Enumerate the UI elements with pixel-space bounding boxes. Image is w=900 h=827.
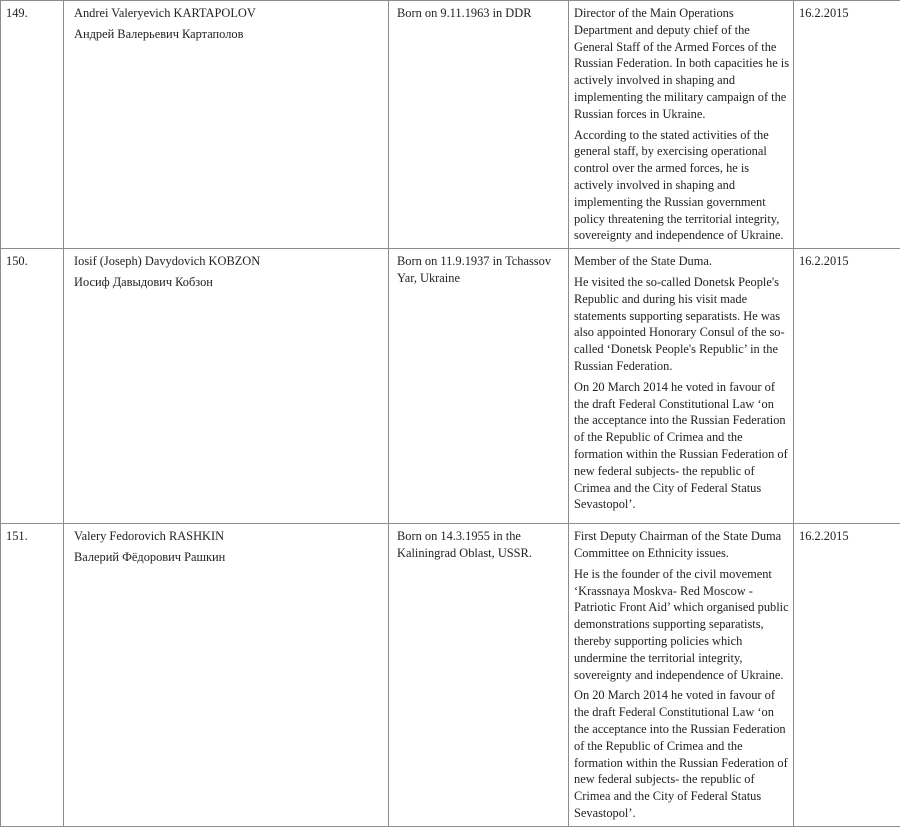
entry-number: 149. xyxy=(1,1,64,249)
table-row xyxy=(1,1,900,249)
identifying-info: Born on 14.3.1955 in the Kaliningrad Oblast, USSR. xyxy=(389,524,569,827)
name-cyrillic: Андрей Валерьевич Картаполов xyxy=(74,26,384,43)
entry-number: 150. xyxy=(1,249,64,524)
date-of-listing: 16.2.2015 xyxy=(794,1,900,249)
name-latin: Valery Fedorovich RASHKIN xyxy=(74,528,384,545)
date-of-listing: 16.2.2015 xyxy=(794,249,900,524)
name-cell xyxy=(64,249,389,524)
reason-paragraph: On 20 March 2014 he voted in favour of the draft Federal Constitutional Law ‘on the acceptance into the Russian Federation of the Republic of Crimea and the formation within the Russian Federation of new federal subjects- the republic of Crimea and the City of Federal Status Sevastopol’. xyxy=(574,687,791,821)
identifying-info: Born on 9.11.1963 in DDR xyxy=(389,1,569,249)
reason-paragraph: He is the founder of the civil movement ‘Krassnaya Moskva- Red Moscow - Patriotic Front Aid’ which organised public demonstrations supporting separatists, thereby supporting policies which undermine the territorial integrity, sovereignty and independence of Ukraine. xyxy=(574,566,791,684)
date-of-listing: 16.2.2015 xyxy=(794,524,900,827)
reason-paragraph: On 20 March 2014 he voted in favour of the draft Federal Constitutional Law ‘on the acceptance into the Russian Federation of the Republic of Crimea and the formation within the Russian Federation of new federal subjects- the republic of Crimea and the City of Federal Status Sevastopol’. xyxy=(574,379,791,513)
name-latin: Andrei Valeryevich KARTAPOLOV xyxy=(74,5,384,22)
reason-paragraph: He visited the so-called Donetsk People's Republic and during his visit made statements supporting separatists. He was also appointed Honorary Consul of the so-called ‘Donetsk People's Republic’ in the Russian Federation. xyxy=(574,274,791,375)
entry-number: 151. xyxy=(1,524,64,827)
reasons-cell xyxy=(569,1,794,249)
name-cyrillic: Иосиф Давыдович Кобзон xyxy=(74,274,384,291)
reason-paragraph: First Deputy Chairman of the State Duma Committee on Ethnicity issues. xyxy=(574,528,791,562)
identifying-info: Born on 11.9.1937 in Tchassov Yar, Ukraine xyxy=(389,249,569,524)
reason-paragraph: According to the stated activities of the general staff, by exercising operational control over the armed forces, he is actively involved in shaping and implementing the Russian government policy threatening the territorial integrity, sovereignty and independence of Ukraine. xyxy=(574,127,791,245)
reason-paragraph: Member of the State Duma. xyxy=(574,253,791,270)
reasons-cell xyxy=(569,524,794,827)
name-cyrillic: Валерий Фёдорович Рашкин xyxy=(74,549,384,566)
reasons-cell xyxy=(569,249,794,524)
reason-paragraph: Director of the Main Operations Department and deputy chief of the General Staff of the Armed Forces of the Russian Federation. In both capacities he is actively involved in shaping and implementing the military campaign of the Russian forces in Ukraine. xyxy=(574,5,791,123)
name-cell xyxy=(64,524,389,827)
table-row xyxy=(1,249,900,524)
name-latin: Iosif (Joseph) Davydovich KOBZON xyxy=(74,253,384,270)
name-cell xyxy=(64,1,389,249)
table-row xyxy=(1,524,900,827)
